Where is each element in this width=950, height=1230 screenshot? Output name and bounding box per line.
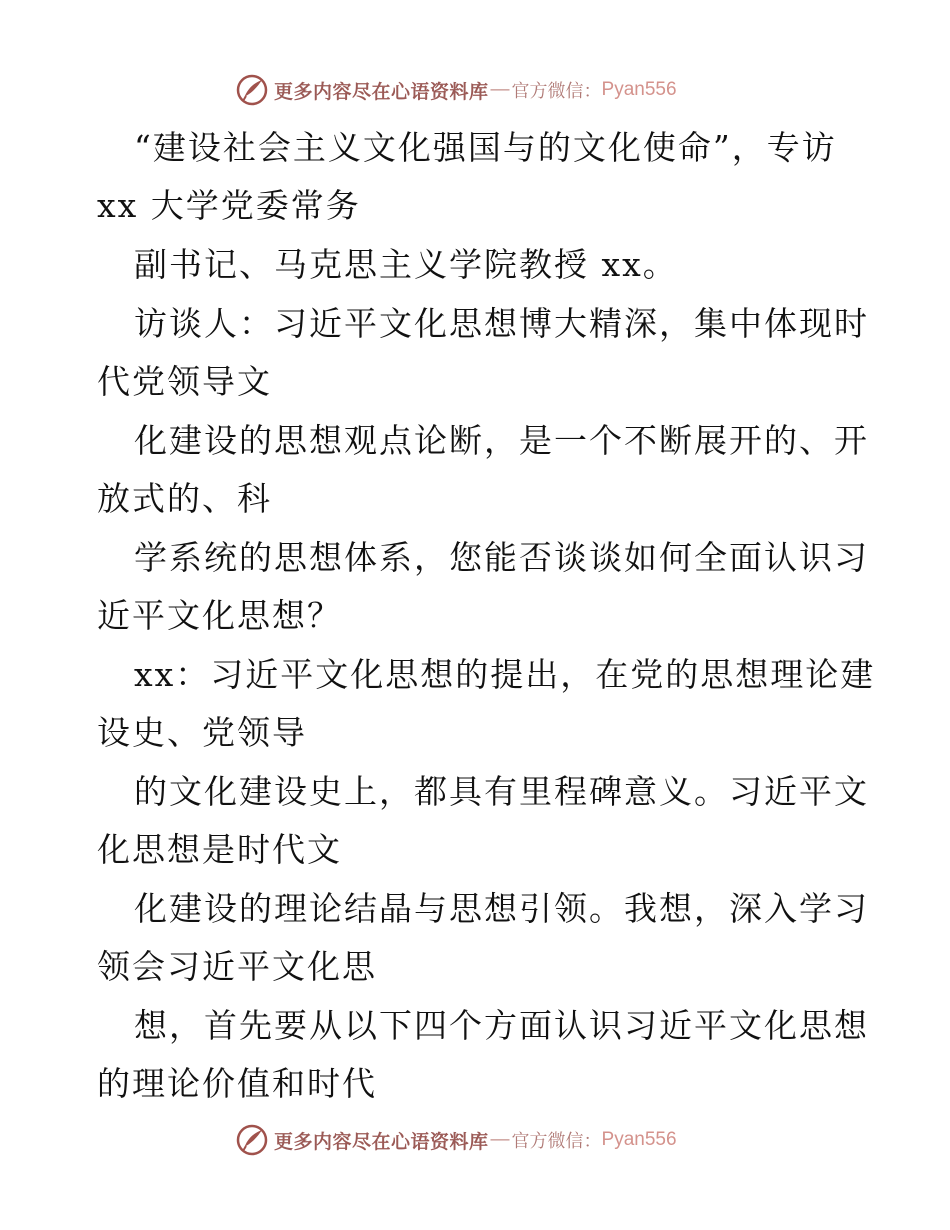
banner-dash: — [490,1129,510,1150]
text-line: 设史、党领导 [97,713,307,752]
banner-text: 更多内容尽在心语资料库 [274,80,489,103]
text-line: 近平文化思想？ [97,596,342,635]
banner-contact-label: 官方微信： [511,1131,602,1152]
text-line: xx：习近平文化思想的提出，在党的思想理论建 [134,655,876,694]
text-line: 副书记、马克思主义学院教授 xx。 [134,245,678,284]
quill-logo-icon [236,1124,268,1156]
header-watermark-banner [236,72,677,108]
quill-logo-icon [236,74,268,106]
banner-dash: — [490,79,510,100]
text-line: 的理论价值和时代 [97,1064,377,1103]
text-line: 访谈人：习近平文化思想博大精深，集中体现时 [134,304,869,343]
text-line: “建设社会主义文化强国与的文化使命”，专访 [134,128,837,167]
text-line: 代党领导文 [97,362,272,401]
text-line: 化建设的理论结晶与思想引领。我想，深入学习 [134,889,869,928]
text-line: 化思想是时代文 [97,830,342,869]
banner-contact-label: 官方微信： [511,81,602,102]
text-line: 的文化建设史上，都具有里程碑意义。习近平文 [134,772,869,811]
banner-contact-id: Pyan556 [601,1129,677,1150]
banner-text: 更多内容尽在心语资料库 [274,1130,489,1153]
text-line: 领会习近平文化思 [97,947,377,986]
text-line: 想，首先要从以下四个方面认识习近平文化思想 [134,1006,869,1045]
text-line: 放式的、科 [97,479,272,518]
text-line: 学系统的思想体系，您能否谈谈如何全面认识习 [134,538,869,577]
text-line: 化建设的思想观点论断，是一个不断展开的、开 [134,421,869,460]
banner-contact-id: Pyan556 [601,79,677,100]
footer-watermark-banner [236,1122,677,1158]
text-line: xx 大学党委常务 [97,186,361,225]
